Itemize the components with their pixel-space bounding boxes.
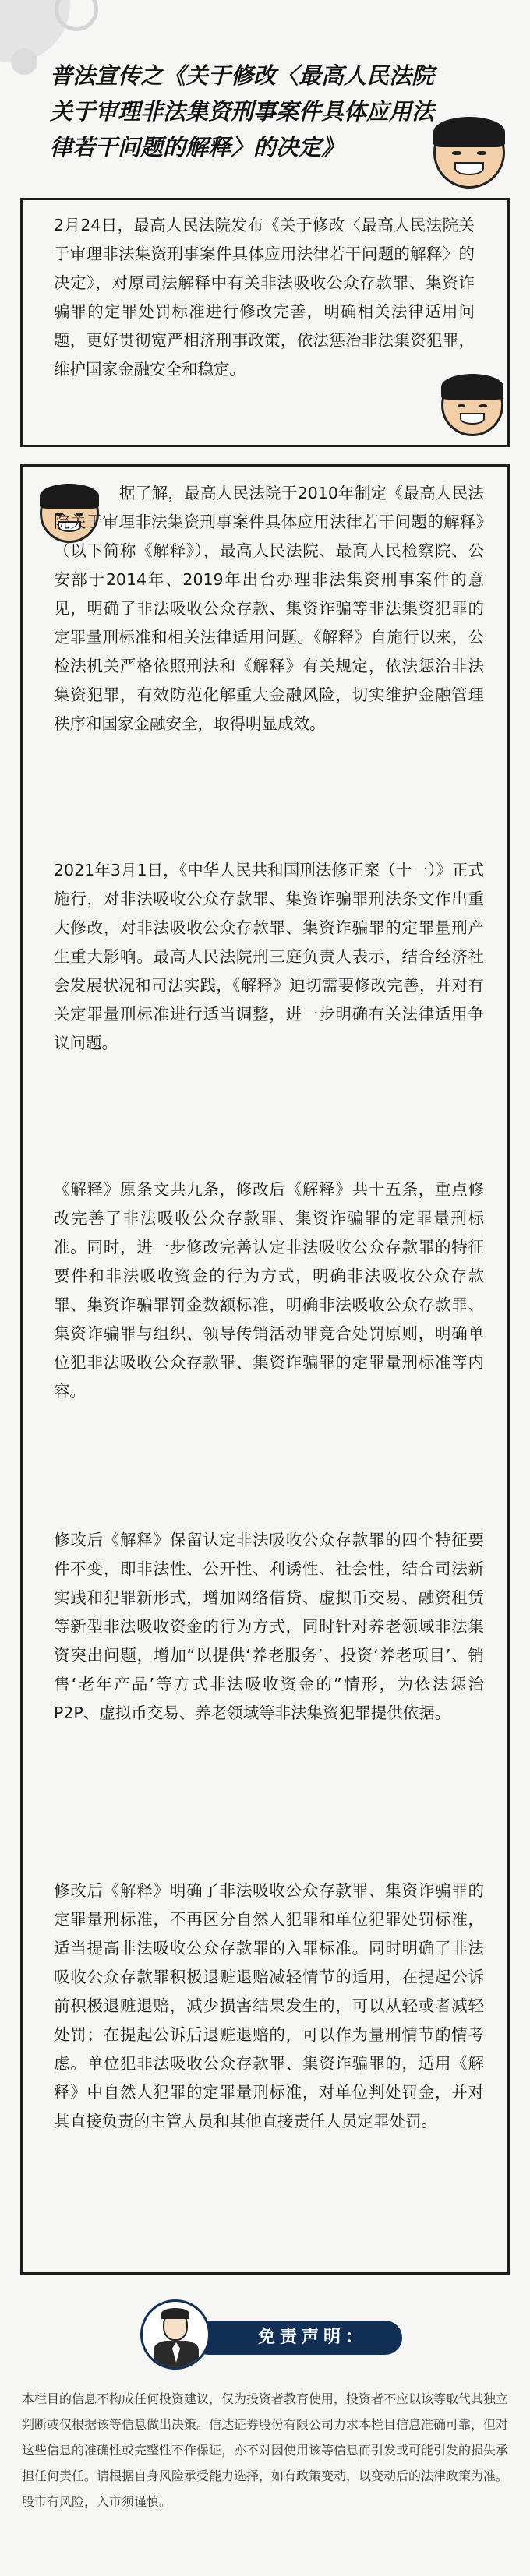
article-paragraph: 《解释》原条文共九条，修改后《解释》共十五条，重点修改完善了非法吸收公众存款罪、集资诈骗罪的定罪量刑标准。同时，进一步修改完善认定非法吸收公众存款罪的特征要件和非法吸收资金的行为方式，明确非法吸收公众存款罪、集资诈骗罪罚金数额标准，明确非法吸收公众存款罪、集资诈骗罪与组织、领导传销活动罪竞合处罚原则，明确单位犯非法吸收公众存款罪、集资诈骗罪的定罪量刑标准等内容。 <box>54 1180 484 1401</box>
main-article-box <box>20 464 510 2275</box>
article-paragraph: 据了解，最高人民法院于2010年制定《最高人民法院关于审理非法集资刑事案件具体应用法律若干问题的解释》（以下简称《解释》），最高人民法院、最高人民检察院、公安部于2014年、2019年出台办理非法集资刑事案件的意见，明确了非法吸收公众存款、集资诈骗等非法集资犯罪的定罪量刑标准和相关法律适用问题。《解释》自施行以来，公检法机关严格依照刑法和《解释》有关规定，依法惩治非法集资犯罪，有效防范化解重大金融风险，切实维护金融管理秩序和国家金融安全，取得明显成效。 <box>54 484 484 733</box>
intro-box <box>20 198 510 447</box>
decorative-dot <box>11 48 37 75</box>
article-paragraph: 修改后《解释》明确了非法吸收公众存款罪、集资诈骗罪的定罪量刑标准，不再区分自然人犯罪和单位犯罪处罚标准，适当提高非法吸收公众存款罪的入罪标准。同时明确了非法吸收公众存款罪积极退赃退赔减轻情节的适用，在提起公诉前积极退赃退赔，减少损害结果发生的，可以从轻或者减轻处罚；在提起公诉后退赃退赔的，可以作为量刑情节酌情考虑。单位犯非法吸收公众存款罪、集资诈骗罪的，适用《解释》中自然人犯罪的定罪量刑标准，对单位判处罚金，并对其直接负责的主管人员和其他直接责任人员定罪处罚。 <box>54 1881 484 2130</box>
disclaimer-label: 免责声明： <box>192 2321 402 2355</box>
article-paragraph: 修改后《解释》保留认定非法吸收公众存款罪的四个特征要件不变，即非法性、公开性、利诱性、社会性，结合司法新实践和犯罪新形式，增加网络借贷、虚拟币交易、融资租赁等新型非法吸收资金的行为方式，同时针对养老领域非法集资突出问题，增加“以提供‘养老服务’、投资‘养老项目’、销售‘老年产品’等方式非法吸收资金的”情形，为依法惩治P2P、虚拟币交易、养老领域等非法集资犯罪提供依据。 <box>54 1531 484 1722</box>
disclaimer-text: 本栏目的信息不构成任何投资建议，仅为投资者教育使用，投资者不应以该等取代其独立判断或仅根据该等信息做出决策。信达证券股份有限公司力求本栏目信息准确可靠，但对这些信息的准确性或完整性不作保证，亦不对因使用该等信息而引发或可能引发的损失承担任何责任。请根据自身风险承受能力选择，如有政策变动，以变动后的法律政策为准。股市有风险，入市须谨慎。 <box>22 2391 509 2509</box>
cartoon-face-icon <box>433 117 505 189</box>
lawyer-avatar-icon <box>140 2299 210 2370</box>
cartoon-face-icon <box>441 374 504 436</box>
intro-text: 2月24日，最高人民法院发布《关于修改〈最高人民法院关于审理非法集资刑事案件具体应用法律若干问题的解释〉的决定》，对原司法解释中有关非法吸收公众存款罪、集资诈骗罪的定罪处罚标准进行修改完善，明确相关法律适用问题，更好贯彻宽严相济刑事政策，依法惩治非法集资犯罪，维护国家金融安全和稳定。 <box>54 216 475 379</box>
page-title: 普法宣传之《关于修改〈最高人民法院关于审理非法集资刑事案件具体应用法律若干问题的解释〉的决定》 <box>50 62 435 160</box>
article-paragraph: 2021年3月1日，《中华人民共和国刑法修正案（十一）》正式施行，对非法吸收公众存款罪、集资诈骗罪刑法条文作出重大修改，对非法吸收公众存款罪、集资诈骗罪的定罪量刑产生重大影响。最高人民法院刑三庭负责人表示，结合经济社会发展状况和司法实践，《解释》迫切需要修改完善，并对有关定罪量刑标准进行适当调整，进一步明确有关法律适用争议问题。 <box>54 861 484 1052</box>
